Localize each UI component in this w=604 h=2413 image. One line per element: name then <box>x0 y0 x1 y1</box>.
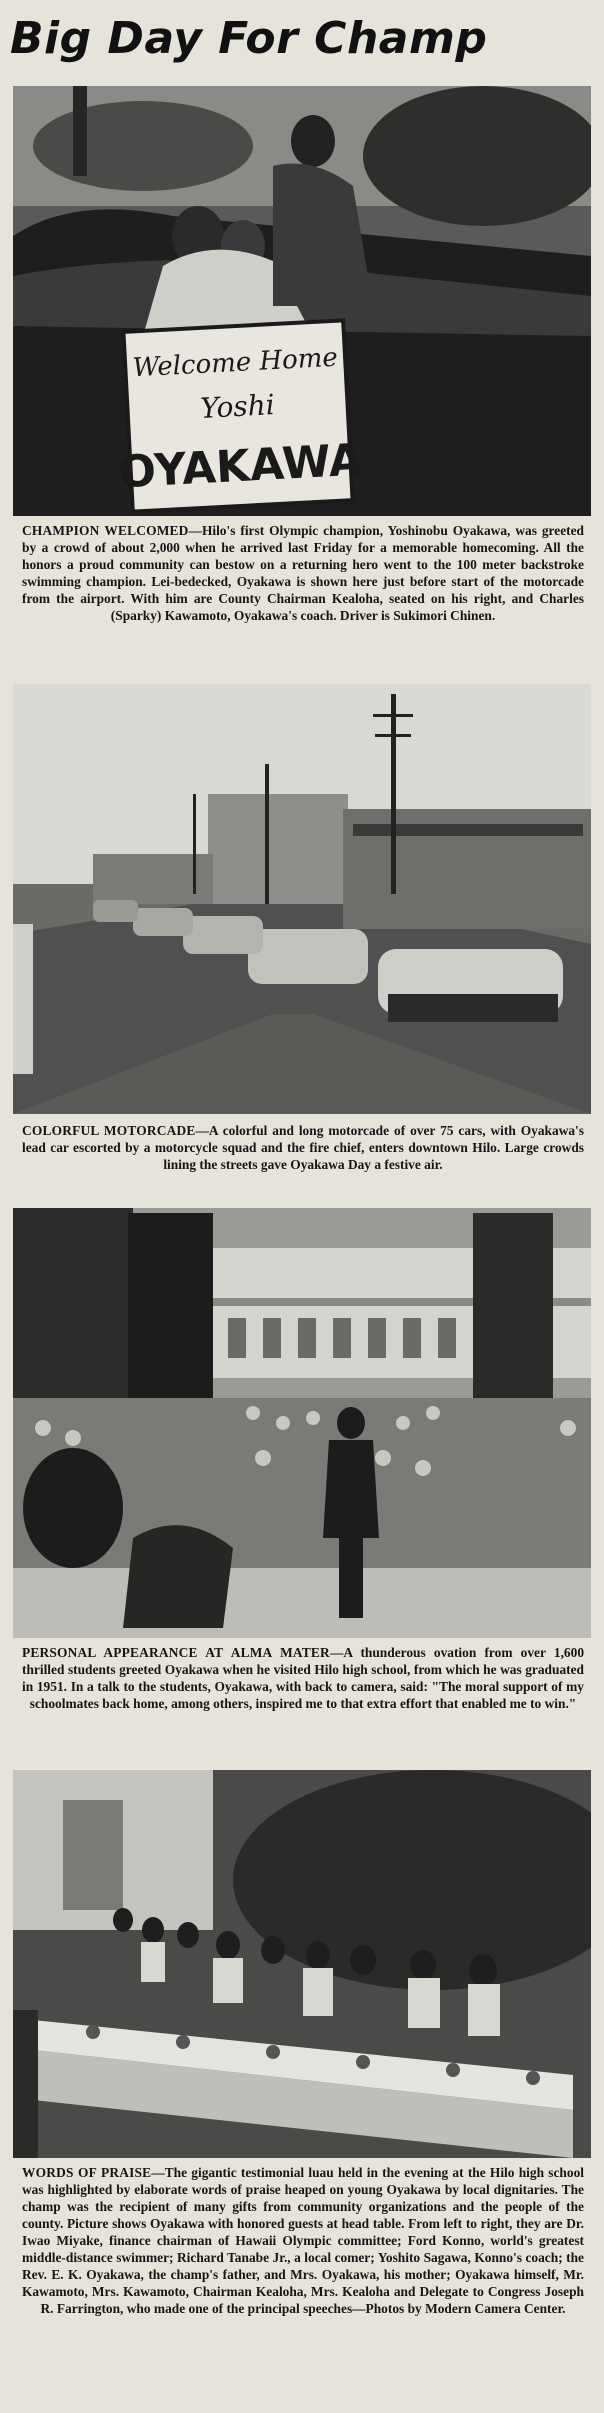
caption-4 <box>22 2164 584 2404</box>
caption-3 <box>22 1644 584 1764</box>
sign-line-3: OYAKAWA <box>117 434 364 499</box>
photo-words-of-praise <box>13 1770 591 2158</box>
photo-champion-welcomed <box>13 86 591 516</box>
photo-2-image <box>13 684 591 1114</box>
photo-alma-mater <box>13 1208 591 1638</box>
caption-3-body: —A thunderous ovation from over 1,600 thrilled students greeted Oyakawa when he visited Hilo high school, from which he was graduated in 1951. In a talk to the students, Oyakawa, with back to camera, said: "The moral support of my schoolmates back home, among others, inspired me to that extra effort that enabled me to win." <box>22 1645 585 1711</box>
photo-3-image <box>13 1208 591 1638</box>
caption-2-body: —A colorful and long motorcade of over 75 cars, with Oyakawa's lead car escorted by a motorcycle squad and the fire chief, enters downtown Hilo. Large crowds lining the streets gave Oyakawa Day a festive air. <box>22 1123 584 1172</box>
headline: Big Day For Champ <box>10 13 488 64</box>
sign-line-1: Welcome Home <box>131 342 339 384</box>
sign-line-2: Yoshi <box>199 388 276 425</box>
photo-4-image <box>13 1770 591 2158</box>
caption-4-body: —The gigantic testimonial luau held in the evening at the Hilo high school was highlighted by elaborate words of praise heaped on young Oyakawa by local dignitaries. The champ was the recipient of many gifts from community organizations and the people of the county. Picture shows Oyakawa with honored guests at head table. From left to right, they are Dr. Iwao Miyake, finance chairman of Hawaii Olympic committee; Ford Konno, world's greatest middle-distance swimmer; Richard Tanabe Jr., a local comer; Yoshito Sagawa, Konno's coach; the Rev. E. K. Oyakawa, the champ's father, and Mrs. Oyakawa, his mother; Oyakawa himself, Mr. Kawamoto, Mrs. Kawamoto, Chairman Kealoha, Mrs. Kealoha and Delegate to Congress Joseph R. Farrington, who made one of the principal speeches—Photos by Modern Camera Center. <box>22 2165 584 2316</box>
caption-1-lead: CHAMPION WELCOMED <box>22 523 189 538</box>
caption-3-lead: PERSONAL APPEARANCE AT ALMA MATER <box>22 1645 330 1660</box>
photo-1-image <box>13 86 591 516</box>
caption-1 <box>22 522 584 672</box>
caption-4-lead: WORDS OF PRAISE <box>22 2165 152 2180</box>
caption-1-body: —Hilo's first Olympic champion, Yoshinobu Oyakawa, was greeted by a crowd of about 2,000 when he arrived last Friday for a memorable homecoming. All the honors a proud community can bestow on a returning hero went to the 100 meter backstroke swimming champion. Lei-bedecked, Oyakawa is shown here just before start of the motorcade from the airport. With him are County Chairman Kealoha, seated on his right, and Charles (Sparky) Kawamoto, Oyakawa's coach. Driver is Sukimori Chinen. <box>22 523 584 623</box>
photo-colorful-motorcade <box>13 684 591 1114</box>
caption-2 <box>22 1122 584 1202</box>
caption-2-lead: COLORFUL MOTORCADE <box>22 1123 196 1138</box>
